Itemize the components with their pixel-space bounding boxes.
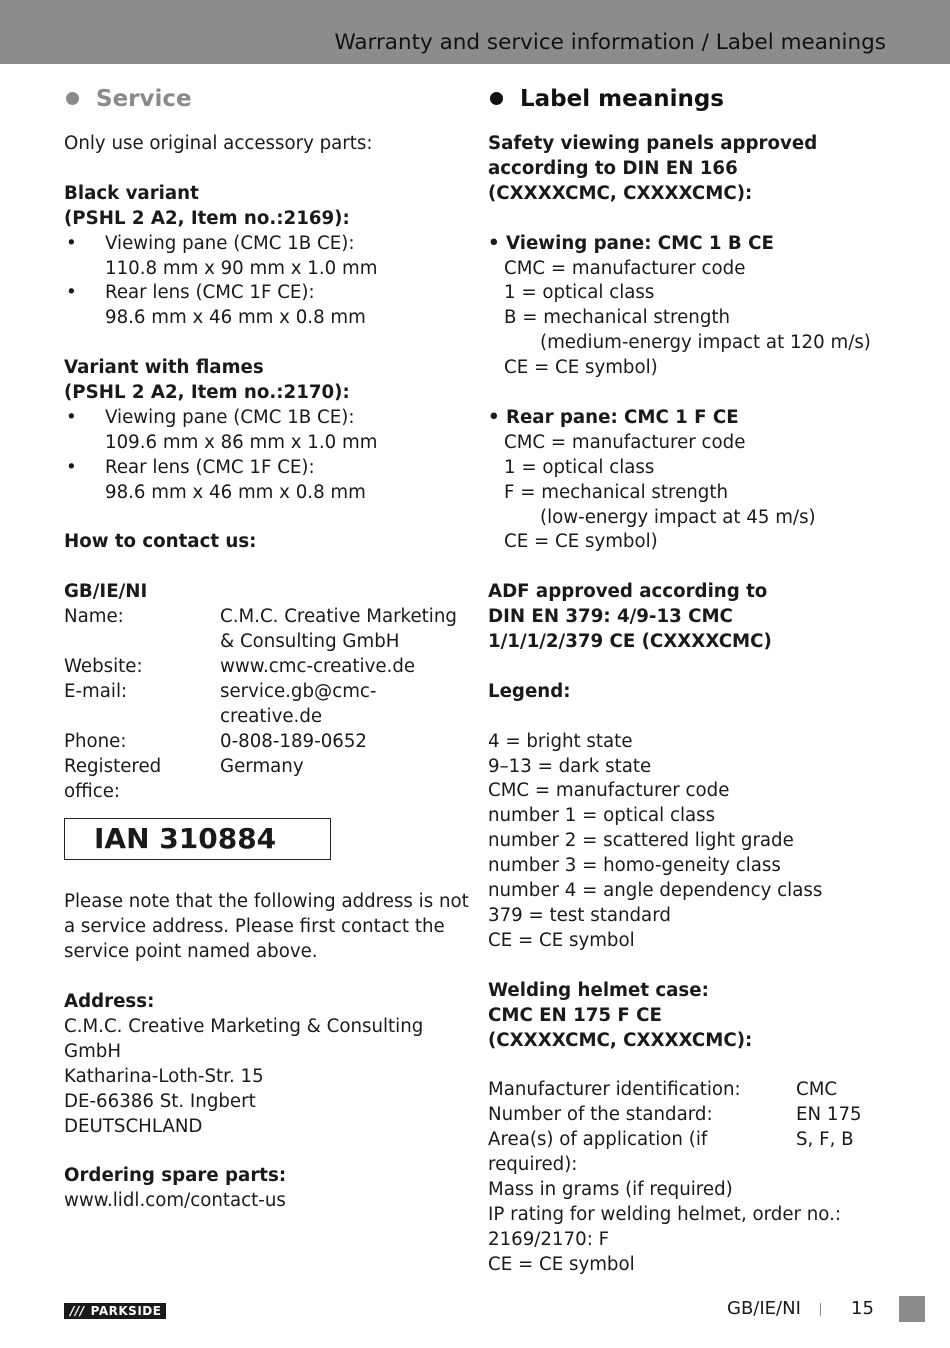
footer-region: GB/IE/NI bbox=[727, 1298, 801, 1319]
contact-phone-row: Phone: 0-808-189-0652 bbox=[64, 730, 464, 755]
bullet-dot-icon bbox=[66, 92, 79, 105]
service-heading-text: Service bbox=[96, 86, 192, 112]
case-row: Area(s) of application (if required): S, F, B bbox=[488, 1129, 854, 1176]
address-line: GmbH bbox=[64, 1040, 122, 1062]
contact-name-value: C.M.C. Creative Marketing bbox=[220, 606, 457, 628]
list-item: • Rear lens (CMC 1F CE): 98.6 mm x 46 mm x 0.8 mm bbox=[66, 282, 366, 329]
address-heading: Address: bbox=[64, 991, 155, 1013]
viewing-pane-line: B = mechanical strength bbox=[504, 307, 731, 329]
viewing-pane-line: CMC = manufacturer code bbox=[504, 257, 746, 279]
address-line: DE-66386 St. Ingbert bbox=[64, 1090, 256, 1112]
legend-line: 379 = test standard bbox=[488, 905, 671, 927]
panels-heading: (CXXXXCMC, CXXXXCMC): bbox=[488, 182, 753, 204]
note-line: a service address. Please first contact the bbox=[64, 916, 445, 938]
case-heading: CMC EN 175 F CE bbox=[488, 1004, 662, 1026]
page-number: 15 bbox=[851, 1298, 874, 1319]
legend-line: number 1 = optical class bbox=[488, 805, 716, 827]
legend-line: number 2 = scattered light grade bbox=[488, 830, 794, 852]
legend-line: CE = CE symbol bbox=[488, 929, 635, 951]
case-line: 2169/2170: F bbox=[488, 1228, 610, 1250]
bullet-dot-icon bbox=[490, 92, 503, 105]
contact-region: GB/IE/NI bbox=[64, 581, 148, 603]
viewing-pane-title: • Viewing pane: CMC 1 B CE bbox=[488, 232, 774, 254]
legend-line: number 3 = homo-geneity class bbox=[488, 855, 781, 877]
address-line: C.M.C. Creative Marketing & Consulting bbox=[64, 1015, 424, 1037]
service-heading bbox=[64, 82, 464, 122]
viewing-pane-sub: (medium-energy impact at 120 m/s) bbox=[540, 332, 871, 354]
phone-value: 0-808-189-0652 bbox=[220, 730, 367, 752]
viewing-pane-line: CE = CE symbol) bbox=[504, 357, 658, 379]
contact-website-row: Website: www.cmc-creative.de bbox=[64, 655, 464, 680]
adf-heading: 1/1/1/2/379 CE (CXXXXCMC) bbox=[488, 631, 772, 653]
address-line: Katharina-Loth-Str. 15 bbox=[64, 1065, 264, 1087]
contact-heading: How to contact us: bbox=[64, 531, 257, 553]
flames-variant-model: (PSHL 2 A2, Item no.:2170): bbox=[64, 382, 350, 404]
note-line: service point named above. bbox=[64, 941, 318, 963]
contact-name-row-2: & Consulting GmbH bbox=[220, 631, 400, 653]
viewing-pane-line: 1 = optical class bbox=[504, 282, 655, 304]
list-item: • Viewing pane (CMC 1B CE): 109.6 mm x 86 mm x 1.0 mm bbox=[66, 406, 378, 453]
legend-line: CMC = manufacturer code bbox=[488, 780, 730, 802]
rear-pane-title: • Rear pane: CMC 1 F CE bbox=[488, 406, 739, 428]
case-heading: Welding helmet case: bbox=[488, 979, 709, 1001]
legend-heading: Legend: bbox=[488, 680, 571, 702]
ordering-heading: Ordering spare parts: bbox=[64, 1165, 287, 1187]
email-link[interactable]: service.gb@cmc-creative.de bbox=[220, 680, 377, 727]
legend-line: number 4 = angle dependency class bbox=[488, 880, 823, 902]
labels-column bbox=[488, 82, 928, 1278]
rear-pane-line: CMC = manufacturer code bbox=[504, 431, 746, 453]
rear-pane-line: 1 = optical class bbox=[504, 456, 655, 478]
page-tab-marker bbox=[899, 1296, 925, 1322]
footer-divider bbox=[820, 1303, 821, 1316]
contact-office-row: Registered office: Germany bbox=[64, 755, 464, 805]
case-row: Number of the standard: EN 175 bbox=[488, 1104, 862, 1126]
black-variant-model: (PSHL 2 A2, Item no.:2169): bbox=[64, 207, 350, 229]
flames-variant-title: Variant with flames bbox=[64, 357, 264, 379]
contact-name-row: Name: C.M.C. Creative Marketing bbox=[64, 605, 464, 630]
website-link[interactable]: www.cmc-creative.de bbox=[220, 655, 416, 677]
case-line: IP rating for welding helmet, order no.: bbox=[488, 1203, 842, 1225]
service-column bbox=[64, 82, 469, 1214]
rear-pane-sub: (low-energy impact at 45 m/s) bbox=[540, 506, 816, 528]
list-item: • Rear lens (CMC 1F CE): 98.6 mm x 46 mm x 0.8 mm bbox=[66, 456, 366, 503]
ian-box: IAN 310884 bbox=[64, 818, 331, 860]
labels-heading bbox=[488, 82, 928, 122]
rear-pane-line: CE = CE symbol) bbox=[504, 531, 658, 553]
ordering-link[interactable]: www.lidl.com/contact-us bbox=[64, 1190, 286, 1212]
office-value: Germany bbox=[220, 755, 304, 777]
parkside-logo: /// PARKSIDE bbox=[64, 1303, 166, 1319]
legend-line: 4 = bright state bbox=[488, 730, 633, 752]
adf-heading: ADF approved according to bbox=[488, 581, 768, 603]
page-header-title: Warranty and service information / Label meanings bbox=[334, 30, 886, 55]
legend-line: 9–13 = dark state bbox=[488, 755, 652, 777]
labels-heading-text: Label meanings bbox=[520, 86, 725, 112]
service-intro: Only use original accessory parts: bbox=[64, 133, 373, 154]
adf-heading: DIN EN 379: 4/9-13 CMC bbox=[488, 606, 733, 628]
case-row: Manufacturer identification: CMC bbox=[488, 1079, 838, 1101]
list-item: • Viewing pane (CMC 1B CE): 110.8 mm x 90 mm x 1.0 mm bbox=[66, 232, 378, 279]
contact-email-row: E-mail: service.gb@cmc-creative.de bbox=[64, 680, 464, 730]
panels-heading: according to DIN EN 166 bbox=[488, 157, 738, 179]
case-line: Mass in grams (if required) bbox=[488, 1178, 733, 1200]
note-line: Please note that the following address is not bbox=[64, 891, 469, 913]
black-variant-title: Black variant bbox=[64, 182, 199, 204]
case-line: CE = CE symbol bbox=[488, 1253, 635, 1275]
case-heading: (CXXXXCMC, CXXXXCMC): bbox=[488, 1029, 753, 1051]
rear-pane-line: F = mechanical strength bbox=[504, 481, 729, 503]
panels-heading: Safety viewing panels approved bbox=[488, 133, 818, 154]
address-line: DEUTSCHLAND bbox=[64, 1115, 203, 1137]
